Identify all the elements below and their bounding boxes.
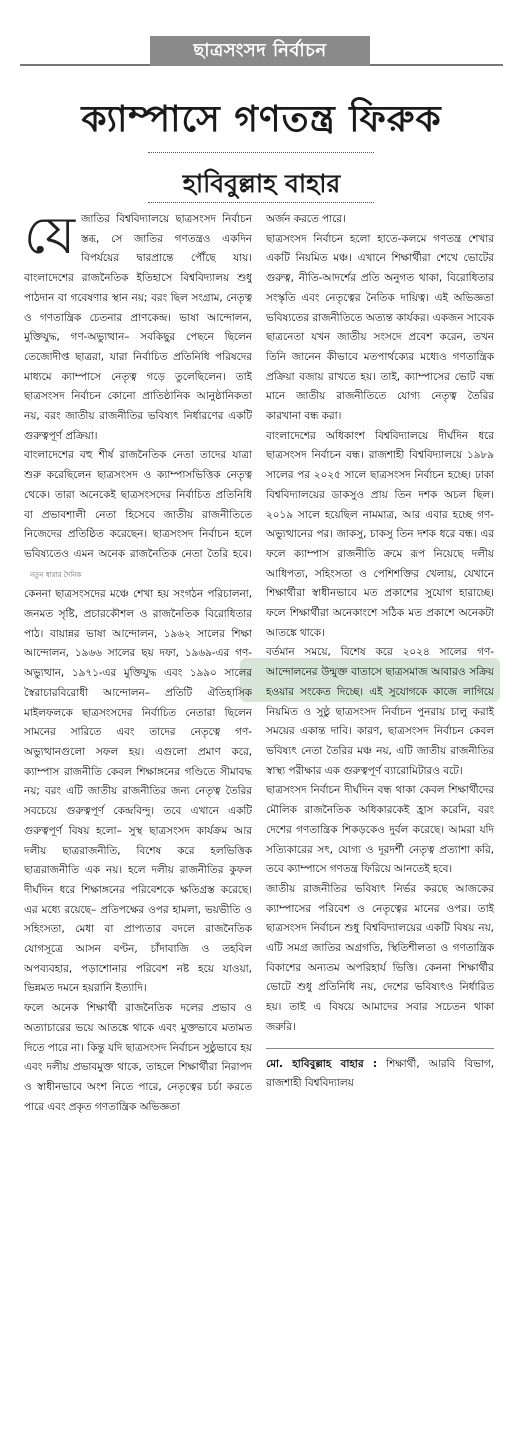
section-kicker <box>0 36 523 66</box>
paragraph: বর্তমান সময়ে, বিশেষ করে ২০২৪ সালের গণ-আন্দোলনের উন্মুক্ত বাতাসে ছাত্রসমাজ আবারও সক্রিয় হওয়ার সংকেত দিচ্ছে। এই সুযোগকে কাজে লাগিয়ে নিয়মিত ও সুষ্ঠু ছাত্রসংসদ নির্বাচন পুনরায় চালু করাই সময়ের একান্ত দাবি। কারণ, ছাত্রসংসদ নির্বাচন কেবল ভবিষ্যৎ নেতা তৈরির মঞ্চ নয়, এটি জাতীয় রাজনীতির স্বাস্থ্য পরীক্ষার এক গুরুত্বপূর্ণ ব্যারোমিটারও বটে। <box>266 646 494 777</box>
left-column <box>24 210 252 1422</box>
photo-credit: নতুন ধারার দৈনিক <box>30 570 82 579</box>
author-detail: শিক্ষার্থী, আরবি বিভাগ, রাজশাহী বিশ্ববিদ্যালয় <box>266 1057 494 1090</box>
author-name: মো. হাবিবুল্লাহ বাহার : <box>266 1057 378 1070</box>
paragraph <box>24 446 252 585</box>
paragraph-text: জাতির বিশ্ববিদ্যালয়ে ছাত্রসংসদ নির্বাচন স্তব্ধ, সে জাতির গণতন্ত্রও একদিন বিপর্যয়ের দ্বারপ্রান্তে পৌঁছে যায়। বাংলাদেশের রাজনৈতিক ইতিহাসে বিশ্ববিদ্যালয় শুধু পাঠদান বা গবেষণার স্থান নয়; বরং ছিল সংগ্রাম, নেতৃত্ব ও গণতান্ত্রিক চেতনার প্রাণকেন্দ্র। ভাষা আন্দোলন, মুক্তিযুদ্ধ, গণ-অভ্যুত্থান– সবকিছুর পেছনে ছিলেন তেজোদীপ্ত ছাত্ররা, যারা নির্বাচিত প্রতিনিধি পরিষদের মাধ্যমে ক্যাম্পাসে নেতৃত্ব গড়ে তুলেছিলেন। তাই ছাত্রসংসদ নির্বাচন কোনো প্রাতিষ্ঠানিক আনুষ্ঠানিকতা নয়, বরং জাতীয় রাজনীতির ভবিষ্যৎ নির্ধারণের একটি গুরুত্বপূর্ণ প্রক্রিয়া। <box>24 213 252 442</box>
paragraph: বাংলাদেশের অধিকাংশ বিশ্ববিদ্যালয়ে দীর্ঘদিন ধরে ছাত্রসংসদ নির্বাচন বন্ধ। রাজশাহী বিশ্ববিদ্যালয়ে ১৯৮৯ সালের পর ২০২৫ সালে ছাত্রসংসদ নির্বাচন হচ্ছে। ঢাকা বিশ্ববিদ্যালয়ের ডাকসুও প্রায় তিন দশক অচল ছিল। ২০১৯ সালে হয়েছিল নামমাত্র, আর এবার হচ্ছে গণ-অভ্যুত্থানের পর। জাকসু, চাকসু তিন দশক ধরে বন্ধ। এর ফলে ক্যাম্পাস রাজনীতি ক্রমে রূপ নিয়েছে দলীয় আধিপত্য, সহিংসতা ও পেশিশক্তির খেলায়, যেখানে শিক্ষার্থীরা স্বাধীনভাবে মত প্রকাশের সুযোগ হারাচ্ছে। ফলে শিক্ষার্থীরা অনেকাংশে সঠিক মত প্রকাশে অনেকটা আতঙ্কে থাকে। <box>266 429 494 639</box>
byline-rule-bottom <box>148 202 374 203</box>
right-column <box>266 210 494 1422</box>
author-note <box>266 1048 494 1094</box>
paragraph: কেননা ছাত্রসংসদের মঞ্চে শেখা হয় সংগঠন পরিচালনা, জনমত সৃষ্টি, প্রচারকৌশল ও রাজনৈতিক বিরোধিতার পাঠ। বায়ান্নর ভাষা আন্দোলন, ১৯৬২ সালের শিক্ষা আন্দোলন, ১৯৬৬ সালের ছয় দফা, ১৯৬৯-এর গণ-অভ্যুত্থান, ১৯৭১-এর মুক্তিযুদ্ধ এবং ১৯৯০ সালের স্বৈরাচারবিরোধী আন্দোলন– প্রতিটি ঐতিহাসিক মাইলফলকে ছাত্রসংসদের নির্বাচিত নেতারা ছিলেন সামনের সারিতে এবং তাদের নেতৃত্বে গণ-অভ্যুত্থানগুলো সফল হয়। এগুলো প্রমাণ করে, ক্যাম্পাস রাজনীতি কেবল শিক্ষাঙ্গনের গণ্ডিতে সীমাবদ্ধ নয়; বরং এটি জাতীয় রাজনীতির জন্য নেতৃত্ব তৈরির সবচেয়ে গুরুত্বপূর্ণ কেন্দ্রবিন্দু। তবে এখানে একটি গুরুত্বপূর্ণ বিষয় হলো– সুস্থ ছাত্রসংসদ কার্যক্রম আর দলীয় ছাত্ররাজনীতি, বিশেষ করে হলভিত্তিক ছাত্ররাজনীতি এক নয়। হলে দলীয় রাজনীতির কুফল দীর্ঘদিন ধরে শিক্ষাঙ্গনের পরিবেশকে ক্ষতিগ্রস্ত করেছে। এর মধ্যে রয়েছে– প্রতিপক্ষের ওপর হামলা, ভয়ভীতি ও সহিংসতা, মেধা বা প্রাপ্যতার বদলে রাজনৈতিক যোগসূত্রে আসন বণ্টন, চাঁদাবাজি ও তহবিল অপব্যবহার, পড়াশোনার পরিবেশ নষ্ট হয়ে যাওয়া, ভিন্নমত দমনে হয়রানি ইত্যাদি। <box>24 588 252 995</box>
article-body <box>24 210 494 1425</box>
paragraph: ছাত্রসংসদ নির্বাচন হলো হাতে-কলমে গণতন্ত্র শেখার একটি নিয়মিত মঞ্চ। এখানে শিক্ষার্থীরা শেখে ভোটের গুরুত্ব, নীতি-আদর্শের প্রতি অনুগত থাকা, বিরোধিতার সংস্কৃতি এবং নেতৃত্বের নৈতিক দায়িত্ব। এই অভিজ্ঞতা ভবিষ্যতের রাজনীতিতে অত্যন্ত কার্যকর। একজন সাবেক ছাত্রনেতা যখন জাতীয় সংসদে প্রবেশ করেন, তখন তিনি জানেন কীভাবে মতপার্থক্যের মধ্যেও গণতান্ত্রিক প্রক্রিয়া বজায় রাখতে হয়। তাই, ক্যাম্পাসের ভোট বন্ধ মানে জাতীয় রাজনীতিতে যোগ্য নেতৃত্ব তৈরির কারখানা বন্ধ করা। <box>266 232 494 423</box>
paragraph-text: বাংলাদেশের বহু শীর্ষ রাজনৈতিক নেতা তাদের যাত্রা শুরু করেছিলেন ছাত্রসংসদ ও ক্যাম্পাসভিত্তিক নেতৃত্ব থেকে। তারা অনেকেই ছাত্রসংসদের নির্বাচিত প্রতিনিধি বা প্রভাবশালী নেতা হিসেবে জাতীয় রাজনীতিতে নিজেদের প্রতিষ্ঠিত করেছেন। ছাত্রসংসদ নির্বাচন হলে ভবিষ্যতেও এমন অনেক রাজনৈতিক নেতা তৈরি হবে। <box>24 449 252 560</box>
paragraph: অর্জন করতে পারে। <box>266 213 346 225</box>
paragraph <box>24 210 252 446</box>
article-byline: হাবিবুল্লাহ বাহার <box>182 169 341 198</box>
paragraph: ফলে অনেক শিক্ষার্থী রাজনৈতিক দলের প্রভাব ও অত্যাচারের ভয়ে আতঙ্কে থাকে এবং মুক্তভাবে মতামত দিতে পারে না। কিন্তু যদি ছাত্রসংসদ নির্বাচন সুষ্ঠুভাবে হয় এবং দলীয় প্রভাবমুক্ত থাকে, তাহলে শিক্ষার্থীরা নিরাপদ ও স্বাধীনভাবে অংশ নিতে পারে, নেতৃত্বের চর্চা করতে পারে এবং প্রকৃত গণতান্ত্রিক অভিজ্ঞতা <box>24 1002 252 1113</box>
paragraph: জাতীয় রাজনীতির ভবিষ্যৎ নির্ভর করছে আজকের ক্যাম্পাসের পরিবেশ ও নেতৃত্বের মানের ওপর। তাই ছাত্রসংসদ নির্বাচন শুধু বিশ্ববিদ্যালয়ের একটি বিষয় নয়, এটি সমগ্র জাতির অগ্রগতি, স্থিতিশীলতা ও গণতান্ত্রিক বিকাশের অন্যতম অপরিহার্য ভিত্তি। কেননা শিক্ষার্থীর ভোটে শুধু প্রতিনিধি নয়, দেশের ভবিষ্যৎও নির্ধারিত হয়। তাই এ বিষয়ে আমাদের সবার সচেতন থাকা জরুরি। <box>266 882 494 1033</box>
byline-rule-top <box>148 152 374 153</box>
paragraph: ছাত্রসংসদ নির্বাচন দীর্ঘদিন বন্ধ থাকা কেবল শিক্ষার্থীদের মৌলিক রাজনৈতিক অধিকারকেই হ্রাস করেনি, বরং দেশের গণতান্ত্রিক শিকড়কেও দুর্বল করেছে। আমরা যদি সত্যিকারের সৎ, যোগ্য ও দূরদর্শী নেতৃত্ব প্রত্যাশা করি, তবে ক্যাম্পাসে গণতন্ত্র ফিরিয়ে আনতেই হবে। <box>266 784 494 876</box>
dropcap: যে <box>24 210 76 266</box>
kicker-label: ছাত্রসংসদ নির্বাচন <box>150 36 370 66</box>
article-headline: ক্যাম্পাসে গণতন্ত্র ফিরুক <box>81 98 442 140</box>
